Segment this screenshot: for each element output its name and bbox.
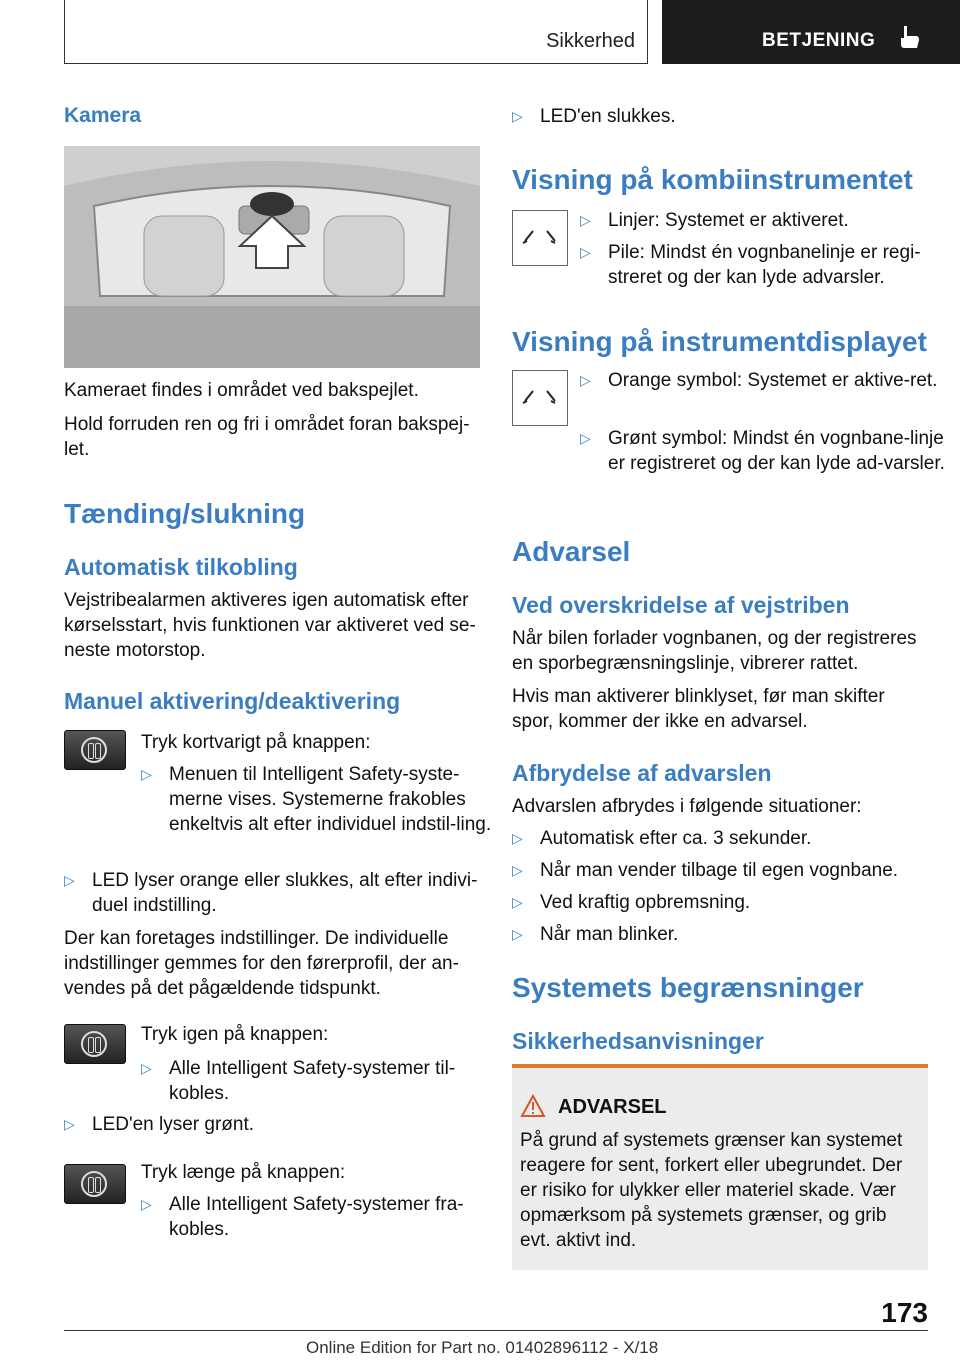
instr-heading: Visning på instrumentdisplayet	[512, 326, 927, 357]
press-again-text: Tryk igen på knappen:	[141, 1024, 329, 1045]
press-short-text: Tryk kortvarigt på knappen:	[141, 732, 371, 753]
safety-button-image	[64, 730, 126, 770]
triangle-bullet-icon: ▷	[512, 830, 523, 846]
bullet-all-off: ▷ Alle Intelligent Safety-systemer fra-kobles.	[141, 1194, 464, 1240]
begr-heading: Systemets begrænsninger	[512, 972, 864, 1003]
settings-text: Der kan foretages indstillinger. De individuelle indstillinger gemmes for den førerprofil, der an-vendes på det pågældende tidspunkt.	[64, 928, 459, 999]
bullet-led-off: ▷ LED'en slukkes.	[512, 106, 676, 127]
warning-label: ADVARSEL	[558, 1096, 667, 1118]
overskr-heading: Ved overskridelse af vejstriben	[512, 592, 850, 618]
bullet-kombi-1: ▷ Linjer: Systemet er aktiveret.	[580, 210, 849, 231]
footer-edition: Online Edition for Part no. 01402896112 - X/18	[306, 1338, 659, 1357]
bullet-instr-2: ▷ Grønt symbol: Mindst én vognbane-linje er registreret og der kan lyde ad-varsler.	[580, 428, 945, 474]
triangle-bullet-icon: ▷	[141, 766, 152, 782]
sikker-heading: Sikkerhedsanvisninger	[512, 1028, 764, 1054]
triangle-bullet-icon: ▷	[64, 872, 75, 888]
triangle-bullet-icon: ▷	[64, 1116, 75, 1132]
triangle-bullet-icon: ▷	[580, 244, 591, 260]
bullet-led: ▷ LED lyser orange eller slukkes, alt efter indivi-duel indstilling.	[64, 870, 478, 916]
afbryd-text: Advarslen afbrydes i følgende situationer:	[512, 796, 862, 817]
bullet-instr-1: ▷ Orange symbol: Systemet er aktive-ret.	[580, 370, 938, 391]
triangle-bullet-icon: ▷	[141, 1196, 152, 1212]
tending-heading: Tænding/slukning	[64, 498, 306, 529]
overskr-text-1: Når bilen forlader vognbanen, og der registreres en sporbegrænsningslinje, vibrerer rattet.	[512, 628, 917, 674]
triangle-bullet-icon: ▷	[512, 862, 523, 878]
warning-triangle-icon	[520, 1094, 546, 1118]
safety-button-image	[64, 1024, 126, 1064]
kombi-heading: Visning på kombiinstrumentet	[512, 164, 913, 195]
triangle-bullet-icon: ▷	[580, 212, 591, 228]
bullet-led-green: ▷ LED'en lyser grønt.	[64, 1114, 255, 1135]
camera-location-image	[64, 146, 480, 368]
triangle-bullet-icon: ▷	[141, 1060, 152, 1076]
header-section-box	[64, 0, 648, 64]
bullet-afbryd-3: ▷ Ved kraftig opbremsning.	[512, 892, 751, 913]
auto-text: Vejstribealarmen aktiveres igen automatisk efter kørselsstart, hvis funktionen var aktiveret ved se-neste motorstop.	[64, 590, 476, 661]
manual-heading: Manuel aktivering/deaktivering	[64, 688, 401, 714]
bullet-afbryd-1: ▷ Automatisk efter ca. 3 sekunder.	[512, 828, 812, 849]
bullet-afbryd-2: ▷ Når man vender tilbage til egen vognbane.	[512, 860, 899, 881]
section-title: Sikkerhed	[546, 30, 635, 52]
page-number: 173	[881, 1297, 928, 1328]
camera-heading: Kamera	[64, 104, 142, 127]
warning-box	[512, 1064, 928, 1270]
press-long-text: Tryk længe på knappen:	[141, 1162, 346, 1183]
camera-text-1: Kameraet findes i området ved bakspejlet.	[64, 380, 419, 401]
warning-text: På grund af systemets grænser kan systemet reagere for sent, forkert eller ubegrundet. Der er risiko for ulykker eller materiel skade. Vær opmærksom på systemets grænser, og grib evt. aktivt ind.	[520, 1130, 903, 1251]
pointing-hand-icon	[898, 24, 920, 50]
triangle-bullet-icon: ▷	[512, 894, 523, 910]
afbryd-heading: Afbrydelse af advarslen	[512, 760, 772, 786]
bullet-kombi-2: ▷ Pile: Mindst én vognbanelinje er regi-streret og der kan lyde advarsler.	[580, 242, 921, 288]
bullet-afbryd-4: ▷ Når man blinker.	[512, 924, 679, 945]
bullet-menu: ▷ Menuen til Intelligent Safety-syste-merne vises. Systemerne frakobles enkeltvis alt efter individuel indstil-ling.	[141, 764, 492, 835]
triangle-bullet-icon: ▷	[512, 108, 523, 124]
chapter-title: BETJENING	[762, 30, 876, 51]
camera-text-2: Hold forruden ren og fri i området foran bakspej-let.	[64, 414, 470, 460]
footer-divider	[64, 1330, 928, 1331]
triangle-bullet-icon: ▷	[512, 926, 523, 942]
auto-heading: Automatisk tilkobling	[64, 554, 298, 580]
safety-button-image	[64, 1164, 126, 1204]
lane-lines-icon	[512, 210, 568, 266]
advarsel-heading: Advarsel	[512, 536, 631, 567]
triangle-bullet-icon: ▷	[580, 372, 591, 388]
header-chapter-tab	[662, 0, 960, 64]
triangle-bullet-icon: ▷	[580, 430, 591, 446]
bullet-all-on: ▷ Alle Intelligent Safety-systemer til-kobles.	[141, 1058, 456, 1104]
lane-lines-icon	[512, 370, 568, 426]
overskr-text-2: Hvis man aktiverer blinklyset, før man skifter spor, kommer der ikke en advarsel.	[512, 686, 885, 732]
